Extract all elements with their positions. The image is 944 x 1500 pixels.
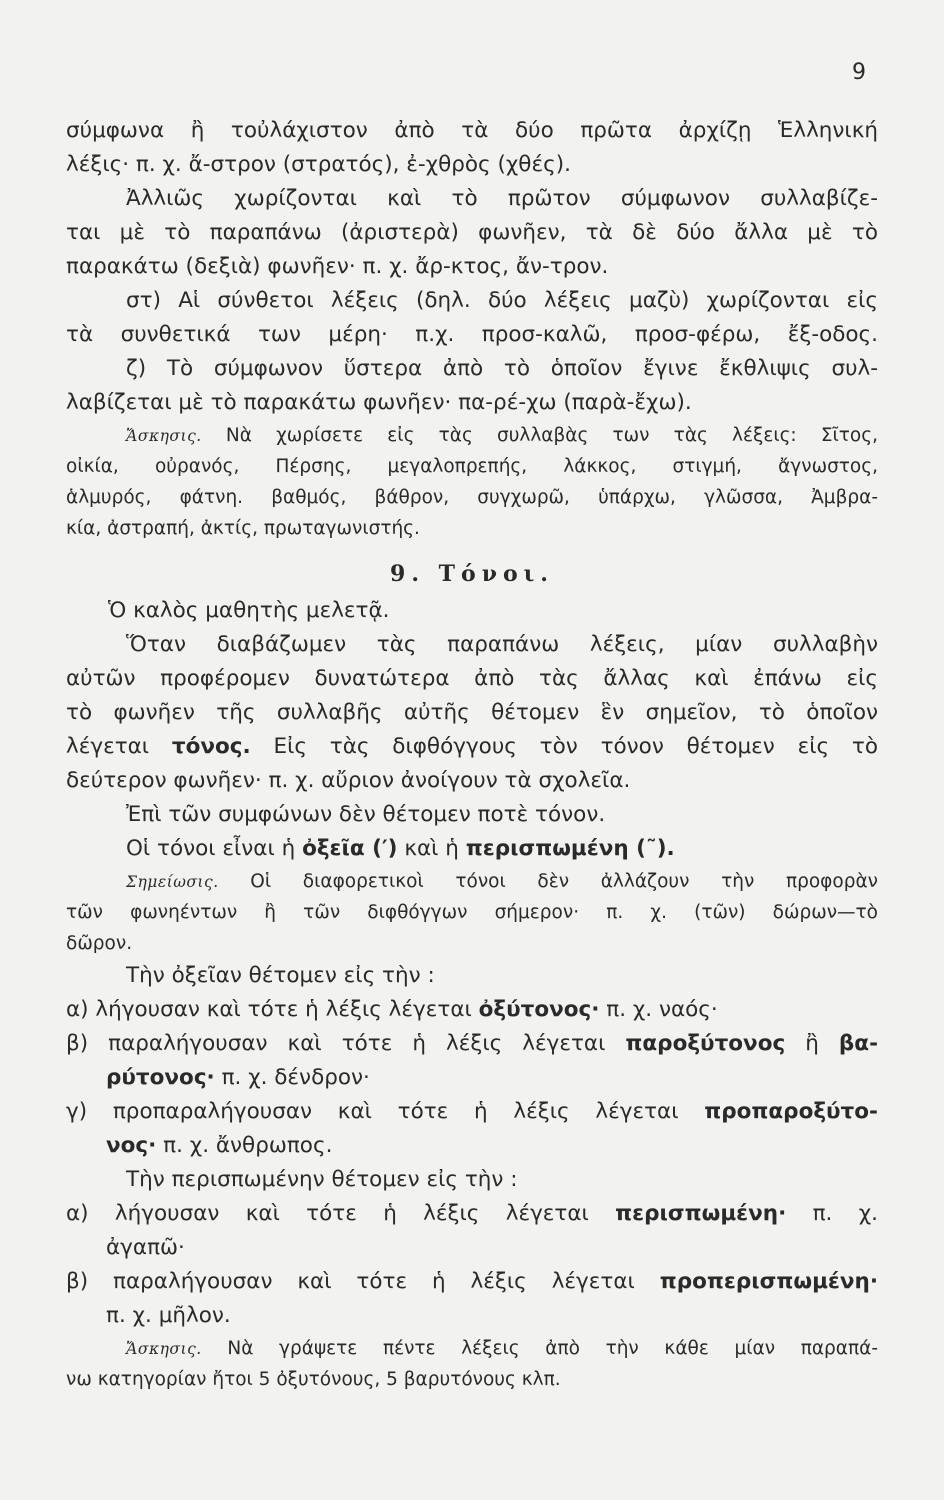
text-line: Ἐπὶ τῶν συμφώνων δὲν θέτομεν ποτὲ τόνον. xyxy=(126,802,606,827)
text-line: Ὅταν διαβάζωμεν τὰς παραπάνω λέξεις, μίαν συλλαβὴν xyxy=(126,632,878,657)
text-line: αὐτῶν προφέρομεν δυνατώτερα ἀπὸ τὰς ἄλλας καὶ ἐπάνω εἰς xyxy=(66,666,878,691)
page-number: 9 xyxy=(852,60,866,85)
list-item: γ) προπαραλήγουσαν καὶ τότε ἡ λέξις λέγεται προπαροξύτο- xyxy=(66,1099,878,1124)
list-item-continued: ἀγαπῶ· xyxy=(106,1235,185,1260)
exercise-line: νω κατηγορίαν ἤτοι 5 ὀξυτόνους, 5 βαρυτόνους κλπ. xyxy=(66,1369,561,1390)
exercise-label: Ἄσκησις. xyxy=(126,1340,202,1358)
list-item-continued: ρύτονος· π. χ. δένδρον· xyxy=(106,1065,370,1090)
exercise-line: κία, ἀστραπή, ἀκτίς, πρωταγωνιστής. xyxy=(66,518,420,539)
term-bold: ὀξύτονος· xyxy=(478,997,600,1022)
text-line: τὸ φωνῆεν τῆς συλλαβῆς αὐτῆς θέτομεν ἓν σημεῖον, τὸ ὁποῖον xyxy=(66,700,878,725)
term-bold: παροξύτονος xyxy=(625,1031,786,1056)
text-line: λέγεται τόνος. Εἰς τὰς διφθόγγους τὸν τόνον θέτομεν εἰς τὸ xyxy=(66,734,878,759)
list-item: β) παραλήγουσαν καὶ τότε ἡ λέξις λέγεται προπερισπωμένη· xyxy=(66,1269,878,1294)
section-heading: 9. Τόνοι. xyxy=(390,561,554,587)
term-bold: ρύτονος· xyxy=(106,1065,215,1090)
exercise-label: Ἄσκησις. xyxy=(126,427,202,445)
note-label: Σημείωσις. xyxy=(126,873,219,891)
text-line: ται μὲ τὸ παραπάνω (ἀριστερὰ) φωνῆεν, τὰ δὲ δύο ἄλλα μὲ τὸ xyxy=(66,220,878,245)
list-item-continued: π. χ. μῆλον. xyxy=(106,1303,231,1328)
list-item: α) λήγουσαν καὶ τότε ἡ λέξις λέγεται ὀξύτονος· π. χ. ναός· xyxy=(66,997,718,1022)
text-line: δεύτερον φωνῆεν· π. χ. αὔριον ἀνοίγουν τὰ σχολεῖα. xyxy=(66,768,631,793)
text-line: Τὴν περισπωμένην θέτομεν εἰς τὴν : xyxy=(126,1167,518,1192)
example-sentence: Ὁ καλὸς μαθητὴς μελετᾷ. xyxy=(108,598,390,623)
term-bold: βα- xyxy=(838,1031,878,1056)
term-bold: περισπωμένη (῀). xyxy=(465,836,675,861)
text-line: λέξις· π. χ. ἄ-στρον (στρατός), ἐ-χθρὸς (χθές). xyxy=(66,152,571,177)
exercise-line: Ἄσκησις. Νὰ γράψετε πέντε λέξεις ἀπὸ τὴν κάθε μίαν παραπά- xyxy=(126,1338,878,1359)
note-line: τῶν φωνηέντων ἢ τῶν διφθόγγων σήμερον· π. χ. (τῶν) δώρων—τὸ xyxy=(66,902,878,923)
term-bold: προπαροξύτο- xyxy=(704,1099,878,1124)
term-bold: νος· xyxy=(106,1133,157,1158)
list-item: α) λήγουσαν καὶ τότε ἡ λέξις λέγεται περισπωμένη· π. χ. xyxy=(66,1201,878,1226)
text-line: στ) Αἱ σύνθετοι λέξεις (δηλ. δύο λέξεις μαζὺ) χωρίζονται εἰς xyxy=(126,288,878,313)
note-line: δῶρον. xyxy=(66,933,133,954)
exercise-line: Ἄσκησις. Νὰ χωρίσετε εἰς τὰς συλλαβὰς των τὰς λέξεις: Σῖτος, xyxy=(126,425,878,446)
text-line: σύμφωνα ἢ τοὐλάχιστον ἀπὸ τὰ δύο πρῶτα ἀρχίζῃ Ἑλληνική xyxy=(66,118,878,143)
text-line: ζ) Τὸ σύμφωνον ὕστερα ἀπὸ τὸ ὁποῖον ἔγινε ἔκθλιψις συλ- xyxy=(126,356,878,381)
text-line: παρακάτω (δεξιὰ) φωνῆεν· π. χ. ἄρ-κτος, ἄν-τρον. xyxy=(66,254,609,279)
text-line: Ἀλλιῶς χωρίζονται καὶ τὸ πρῶτον σύμφωνον συλλαβίζε- xyxy=(126,186,878,211)
exercise-line: οἰκία, οὐρανός, Πέρσης, μεγαλοπρεπής, λάκκος, στιγμή, ἄγνωστος, xyxy=(66,456,878,477)
term-bold: περισπωμένη· xyxy=(615,1201,787,1226)
page-body xyxy=(66,114,878,1395)
list-item: β) παραλήγουσαν καὶ τότε ἡ λέξις λέγεται παροξύτονος ἢ βα- xyxy=(66,1031,878,1056)
text-line: τὰ συνθετικά των μέρη· π.χ. προσ-καλῶ, προσ-φέρω, ἔξ-οδος. xyxy=(66,322,878,347)
term-bold: προπερισπωμένη· xyxy=(659,1269,878,1294)
term-bold: τόνος. xyxy=(171,734,251,759)
text-line: λαβίζεται μὲ τὸ παρακάτω φωνῆεν· πα-ρέ-χω (παρὰ-ἔχω). xyxy=(66,390,692,415)
note-line: Σημείωσις. Οἱ διαφορετικοὶ τόνοι δὲν ἀλλάζουν τὴν προφορὰν xyxy=(126,871,878,892)
exercise-line: ἁλμυρός, φάτνη. βαθμός, βάθρον, συγχωρῶ, ὑπάρχω, γλῶσσα, Ἀμβρα- xyxy=(66,487,878,508)
text-line: Οἱ τόνοι εἶναι ἡ ὀξεῖα (′) καὶ ἡ περισπωμένη (῀). xyxy=(126,836,675,861)
list-item-continued: νος· π. χ. ἄνθρωπος. xyxy=(106,1133,333,1158)
term-bold: ὀξεῖα (′) xyxy=(302,836,398,861)
text-line: Τὴν ὀξεῖαν θέτομεν εἰς τὴν : xyxy=(126,963,435,988)
